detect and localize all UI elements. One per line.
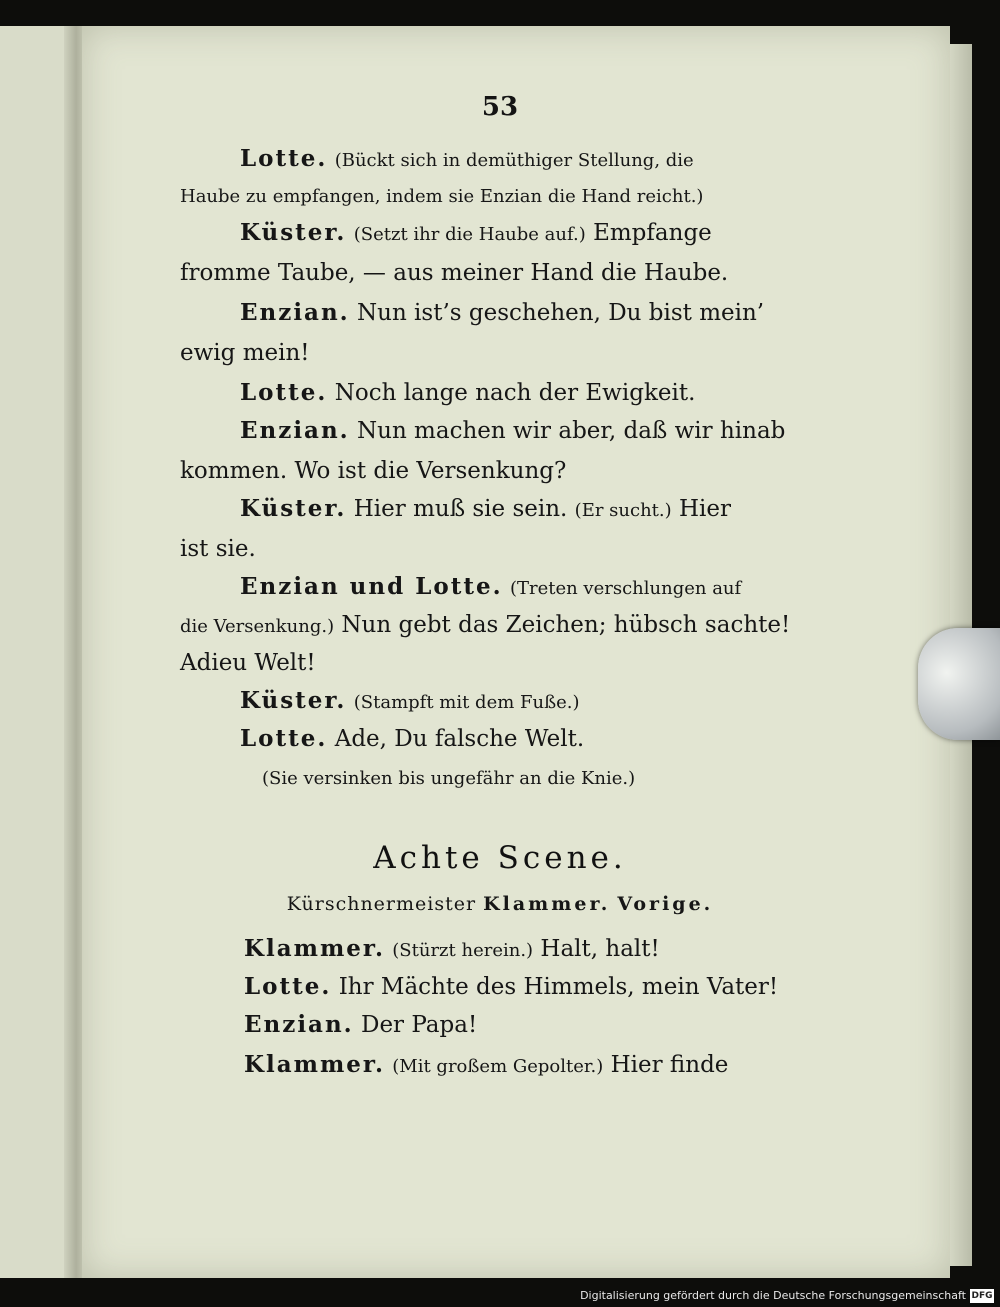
text-line	[180, 258, 810, 288]
text-line	[240, 494, 870, 526]
speaker-name: Küster.	[240, 219, 347, 246]
text-line	[240, 724, 870, 754]
text-line	[240, 378, 870, 408]
stage-direction: (Sie versinken bis ungefähr an die Knie.)	[262, 768, 636, 789]
text-line	[244, 1050, 874, 1082]
text-line	[180, 648, 810, 678]
speaker-name: Lotte.	[240, 725, 328, 752]
speaker-name: Lotte.	[240, 379, 328, 406]
dialogue-text: Hier finde	[610, 1052, 729, 1078]
text-line	[180, 180, 810, 212]
stage-direction: Haube zu empfangen, indem sie Enzian die Hand reicht.)	[180, 186, 704, 207]
cast-name: Klammer.	[483, 893, 611, 915]
speaker-name: Lotte.	[240, 145, 328, 172]
stage-direction: (Er sucht.)	[574, 500, 672, 521]
dialogue-text: Empfange	[593, 220, 712, 246]
text-line	[240, 218, 870, 250]
stage-direction: (Mit großem Gepolter.)	[392, 1056, 604, 1077]
stage-direction: (Stampft mit dem Fuße.)	[353, 692, 580, 713]
cast-prefix: Kürschnermeister	[286, 893, 477, 915]
text-line	[240, 144, 870, 176]
text-line	[180, 610, 810, 642]
stage-direction: (Treten verschlungen auf	[509, 578, 742, 599]
speaker-name: Enzian und Lotte.	[240, 573, 503, 600]
dialogue-text: Hier muß sie sein.	[353, 496, 568, 522]
speaker-name: Enzian.	[244, 1011, 354, 1038]
dialogue-text: Ade, Du falsche Welt.	[334, 726, 585, 752]
cast-suffix: Vorige.	[617, 893, 714, 915]
speaker-name: Lotte.	[244, 973, 332, 1000]
dialogue-text: Nun machen wir aber, daß wir hinab	[357, 418, 786, 444]
dialogue-text: Nun gebt das Zeichen; hübsch sachte!	[341, 612, 791, 638]
dialogue-text: ist sie.	[180, 536, 256, 562]
speaker-name: Küster.	[240, 495, 347, 522]
speaker-name: Enzian.	[240, 299, 350, 326]
dialogue-text: kommen. Wo ist die Versenkung?	[180, 458, 567, 484]
text-line	[244, 972, 874, 1002]
stage-direction: die Versenkung.)	[180, 616, 335, 637]
dialogue-text: ewig mein!	[180, 340, 310, 366]
speaker-name: Küster.	[240, 687, 347, 714]
glass-weight	[918, 628, 1000, 740]
stage-direction: (Bückt sich in demüthiger Stellung, die	[334, 150, 694, 171]
dfg-logo: DFG	[971, 1291, 993, 1301]
speaker-name: Klammer.	[244, 935, 385, 962]
text-line	[244, 1010, 874, 1040]
dialogue-text: Nun ist’s geschehen, Du bist mein’	[357, 300, 765, 326]
text-line	[244, 934, 874, 966]
text-line	[240, 686, 870, 718]
text-line	[240, 416, 870, 446]
dialogue-text: fromme Taube, — aus meiner Hand die Haube.	[180, 260, 729, 286]
scene-heading: Achte Scene.	[373, 840, 627, 876]
text-line	[240, 572, 870, 604]
dialogue-text: Ihr Mächte des Himmels, mein Vater!	[338, 974, 779, 1000]
stage-direction: (Setzt ihr die Haube auf.)	[353, 224, 586, 245]
speaker-name: Enzian.	[240, 417, 350, 444]
dialogue-text: Der Papa!	[361, 1012, 478, 1038]
page-number: 53	[481, 92, 519, 122]
text-line	[180, 456, 810, 486]
stage-direction: (Stürzt herein.)	[392, 940, 534, 961]
cast-list	[0, 893, 1000, 915]
text-line	[180, 338, 810, 368]
dialogue-text: Halt, halt!	[540, 936, 660, 962]
dialogue-text: Noch lange nach der Ewigkeit.	[334, 380, 696, 406]
dialogue-text: Hier	[678, 496, 731, 522]
speaker-name: Klammer.	[244, 1051, 385, 1078]
dialogue-text: Adieu Welt!	[180, 650, 316, 676]
funding-credit: Digitalisierung gefördert durch die Deutsche Forschungsgemeinschaft	[580, 1289, 966, 1302]
text-line	[240, 298, 870, 328]
text-line	[262, 762, 892, 794]
text-line	[180, 534, 810, 564]
